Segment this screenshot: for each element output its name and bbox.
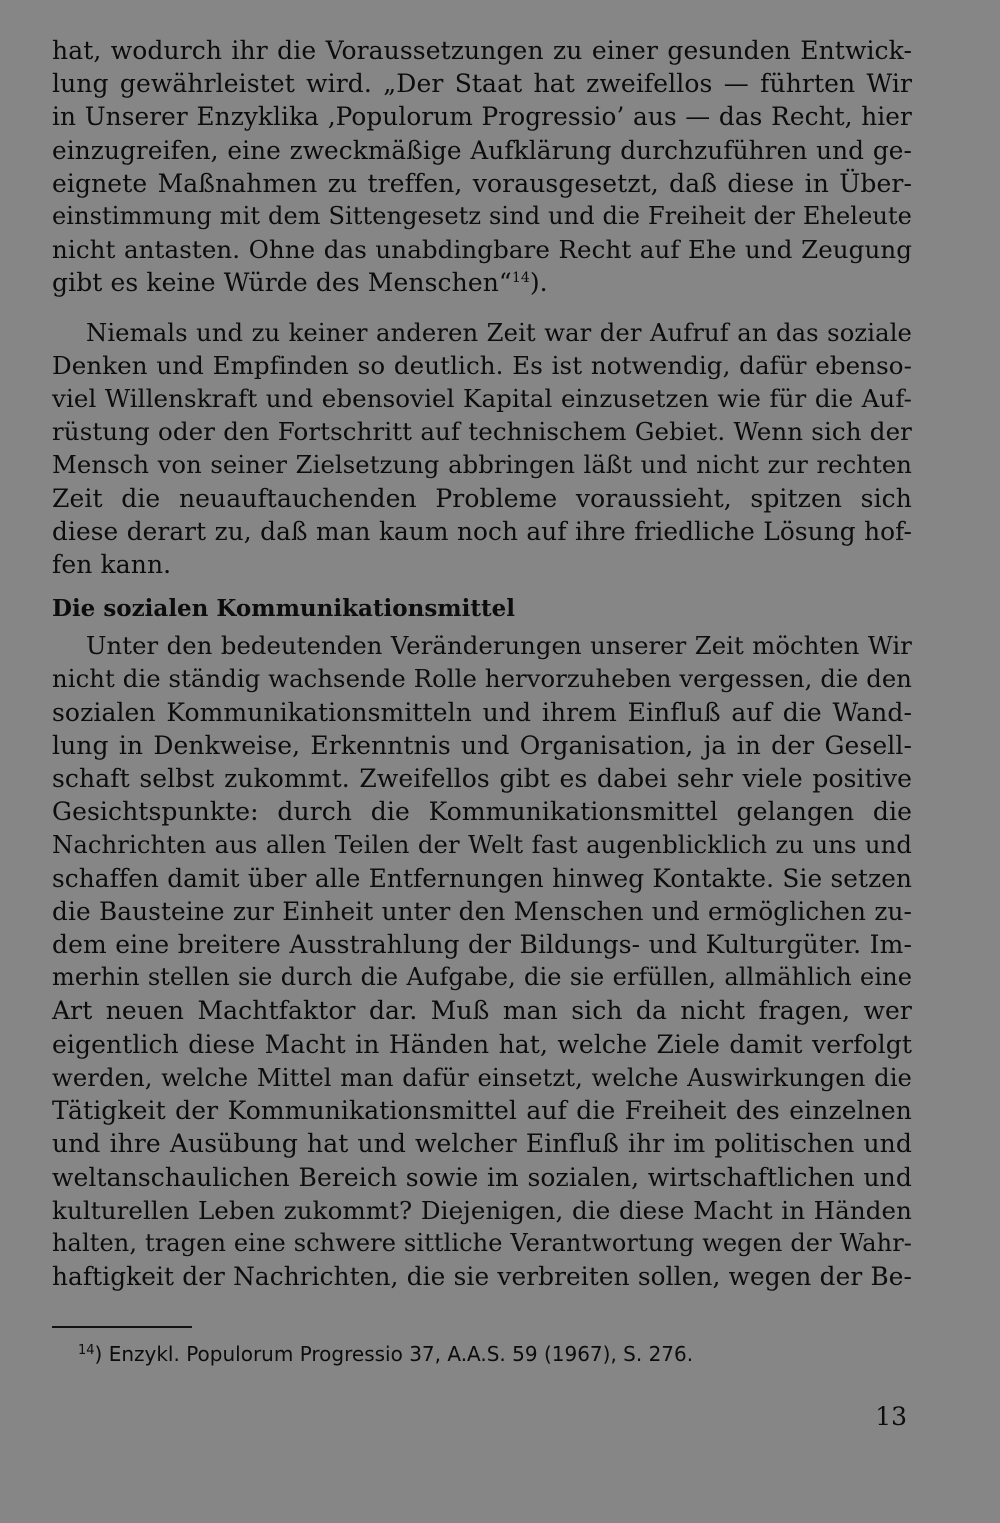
text-line: sozialen Kommunikationsmitteln und ihrem Einfluß auf die Wand- (52, 697, 912, 727)
footnote-text: ) Enzykl. Populorum Progressio 37, A.A.S. 59 (1967), S. 276. (94, 1342, 694, 1366)
text-line: schaffen damit über alle Entfernungen hinweg Kontakte. Sie setzen (52, 863, 912, 893)
text-line: Tätigkeit der Kommunikationsmittel auf die Freiheit des einzelnen (52, 1096, 912, 1126)
footnote-reference: 14 (511, 270, 530, 287)
text-line: merhin stellen sie durch die Aufgabe, die sie erfüllen, allmählich eine (52, 963, 912, 992)
text-line: Unter den bedeutenden Veränderungen unserer Zeit möchten Wir (86, 631, 912, 661)
text-line: lung in Denkweise, Erkenntnis und Organisation, ja in der Gesell- (52, 730, 912, 760)
text-line: nicht antasten. Ohne das unabdingbare Recht auf Ehe und Zeugung (52, 235, 912, 265)
footnote-marker: 14 (78, 1343, 95, 1358)
text-line: hat, wodurch ihr die Voraussetzungen zu einer gesunden Entwick- (52, 36, 912, 65)
paragraph-2 (52, 316, 912, 582)
text-line: Art neuen Machtfaktor dar. Muß man sich da nicht fragen, wer (52, 996, 912, 1026)
text-line: Denken und Empfinden so deutlich. Es ist notwendig, dafür ebenso- (52, 350, 912, 380)
text-line: schaft selbst zukommt. Zweifellos gibt es dabei sehr viele positive (52, 764, 912, 794)
text-line: werden, welche Mittel man dafür einsetzt, welche Auswirkungen die (52, 1062, 912, 1092)
text-line: rüstung oder den Fortschritt auf technischem Gebiet. Wenn sich der (52, 417, 912, 447)
text-line: eignete Maßnahmen zu treffen, vorausgesetzt, daß diese in Über- (52, 168, 912, 198)
page-number: 13 (875, 1402, 907, 1431)
line-text: gibt es keine Würde des Menschen“ (52, 268, 512, 298)
text-line: Nachrichten aus allen Teilen der Welt fast augenblicklich zu uns und (52, 830, 912, 860)
text-line-last (52, 266, 912, 299)
text-line: halten, tragen eine schwere sittliche Verantwortung wegen der Wahr- (52, 1228, 912, 1257)
text-line: Gesichtspunkte: durch die Kommunikationsmittel gelangen die (52, 797, 912, 827)
text-line: fen kann. (52, 550, 172, 580)
text-line: in Unserer Enzyklika ‚Populorum Progressio’ aus — das Recht, hier (52, 102, 912, 132)
text-line: dem eine breitere Ausstrahlung der Bildungs- und Kulturgüter. Im- (52, 930, 912, 960)
text-line: einzugreifen, eine zweckmäßige Aufklärung durchzuführen und ge- (52, 135, 912, 165)
section-heading: Die sozialen Kommunikationsmittel (52, 595, 515, 623)
line-tail: ). (529, 268, 548, 298)
paragraph-3 (52, 629, 912, 1293)
text-line: kulturellen Leben zukommt? Diejenigen, die diese Macht in Händen (52, 1195, 912, 1225)
page-body (52, 34, 912, 1293)
text-line: lung gewährleistet wird. „Der Staat hat zweifellos — führten Wir (52, 69, 912, 99)
text-line: Niemals und zu keiner anderen Zeit war der Aufruf an das soziale (86, 317, 912, 347)
text-line: eigentlich diese Macht in Händen hat, welche Ziele damit verfolgt (52, 1029, 912, 1059)
text-line: die Bausteine zur Einheit unter den Menschen und ermöglichen zu- (52, 896, 912, 926)
text-line: haftigkeit der Nachrichten, die sie verbreiten sollen, wegen der Be- (52, 1262, 912, 1292)
text-line: Zeit die neuauftauchenden Probleme voraussieht, spitzen sich (52, 483, 912, 513)
footnote-separator (52, 1326, 192, 1328)
text-line: Mensch von seiner Zielsetzung abbringen läßt und nicht zur rechten (52, 450, 912, 480)
paragraph-1 (52, 34, 912, 300)
footnote (78, 1340, 693, 1368)
text-line: einstimmung mit dem Sittengesetz sind und die Freiheit der Eheleute (52, 202, 912, 231)
text-line: nicht die ständig wachsende Rolle hervorzuheben vergessen, die den (52, 664, 912, 694)
text-line: viel Willenskraft und ebensoviel Kapital einzusetzen wie für die Auf- (52, 384, 912, 414)
text-line: und ihre Ausübung hat und welcher Einfluß ihr im politischen und (52, 1129, 912, 1159)
text-line: weltanschaulichen Bereich sowie im sozialen, wirtschaftlichen und (52, 1162, 912, 1192)
text-line: diese derart zu, daß man kaum noch auf ihre friedliche Lösung hof- (52, 516, 912, 546)
